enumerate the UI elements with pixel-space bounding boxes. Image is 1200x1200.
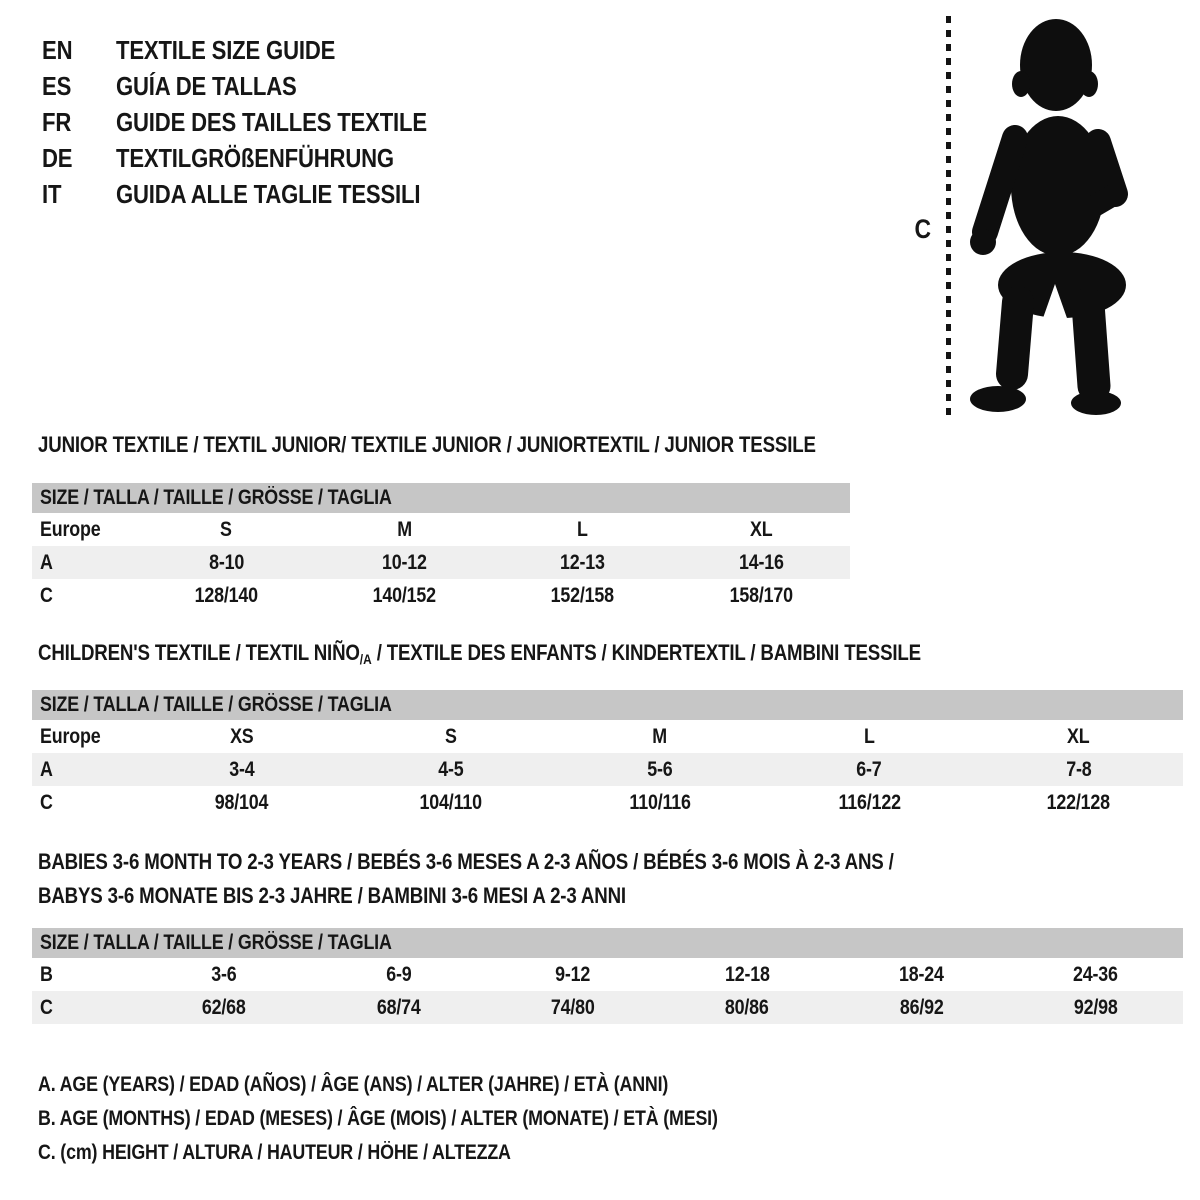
size-cell: 62/68 [202,995,247,1019]
row-label-cell: A [40,550,53,574]
size-cell: 86/92 [899,995,944,1019]
language-label: TEXTILE SIZE GUIDE [116,34,336,65]
babies-section-title: BABIES 3-6 MONTH TO 2-3 YEARS / BEBÉS 3-6 MESES A 2-3 AÑOS / BÉBÉS 3-6 MOIS À 2-3 ANS / BABYS 3-6 MONATE BIS 2-3 JAHRE / BAMBINI 3-6 MESI A 2-3 ANNI [38,849,894,908]
size-cell: 24-36 [1073,962,1119,986]
size-cell: 3-6 [211,962,237,986]
size-cell: 158/170 [729,583,793,607]
size-cell: S [444,724,457,748]
size-cell: L [863,724,875,748]
size-cell: XL [1067,724,1090,748]
babies-size-table [32,928,1183,1024]
size-cell: 7-8 [1065,757,1092,781]
table-row [32,991,1183,1024]
row-label-cell: A [40,757,53,781]
row-label-cell: C [40,790,53,814]
size-cell: 98/104 [214,790,269,814]
measurement-legend [38,1068,838,1170]
measure-c-label: C [914,214,932,244]
size-cell: 12-13 [560,550,606,574]
toddler-silhouette-icon [958,14,1138,416]
size-cell: 5-6 [647,757,673,781]
size-cell: 110/116 [629,790,691,814]
row-label-cell: Europe [40,517,101,541]
language-label: TEXTILGRÖßENFÜHRUNG [116,142,394,173]
legend-line-c: C. (cm) HEIGHT / ALTURA / HAUTEUR / HÖHE / ALTEZZA [38,1141,511,1164]
table-row [32,579,850,612]
nino-a-subscript: /A [359,651,372,667]
language-row [42,104,482,140]
language-code: FR [42,106,72,137]
language-row [42,68,482,104]
table-row [32,958,1183,991]
language-row [42,32,482,68]
table-row [32,513,850,546]
size-cell: 152/158 [550,583,615,607]
size-cell: 104/110 [419,790,482,814]
size-cell: 6-9 [385,962,412,986]
size-header-band: SIZE / TALLA / TAILLE / GRÖSSE / TAGLIA [32,483,850,513]
size-header-band: SIZE / TALLA / TAILLE / GRÖSSE / TAGLIA [32,928,1183,958]
size-cell: 80/86 [725,995,770,1019]
size-cell: 74/80 [550,995,595,1019]
size-cell: M [397,517,412,541]
language-title-block [42,32,482,212]
table-row [32,753,1183,786]
size-cell: L [577,517,588,541]
language-code: DE [42,142,73,173]
size-cell: XS [229,724,254,748]
table-row [32,546,850,579]
language-label: GUIDE DES TAILLES TEXTILE [116,106,427,137]
row-label-cell: C [40,583,53,607]
language-code: IT [42,178,62,209]
legend-line-b: B. AGE (MONTHS) / EDAD (MESES) / ÂGE (MOIS) / ALTER (MONATE) / ETÀ (MESI) [38,1107,718,1130]
size-cell: 4-5 [438,757,464,781]
height-measure-dashed-line [946,16,951,415]
size-cell: S [220,517,232,541]
language-label: GUIDA ALLE TAGLIE TESSILI [116,178,421,209]
size-cell: 18-24 [899,962,944,986]
table-row [32,720,1183,753]
size-cell: 68/74 [376,995,421,1019]
language-label: GUÍA DE TALLAS [116,70,297,101]
row-label-cell: C [40,995,53,1019]
size-cell: 128/140 [194,583,258,607]
size-cell: 92/98 [1073,995,1118,1019]
junior-size-table [32,483,850,612]
language-code: EN [42,34,73,65]
legend-line-a: A. AGE (YEARS) / EDAD (AÑOS) / ÂGE (ANS) / ALTER (JAHRE) / ETÀ (ANNI) [38,1073,669,1096]
children-section-title: CHILDREN'S TEXTILE / TEXTIL $NIÑO_{/A}$ / TEXTILE DES ENFANTS / KINDERTEXTIL / BAMBINI TESSILE [38,640,921,667]
size-cell: 10-12 [381,550,427,574]
size-cell: 3-4 [228,757,255,781]
children-size-table [32,690,1183,819]
size-cell: 116/122 [838,790,901,814]
size-header-band: SIZE / TALLA / TAILLE / GRÖSSE / TAGLIA [32,690,1183,720]
size-cell: XL [749,517,773,541]
size-cell: 6-7 [856,757,882,781]
row-label-cell: Europe [40,724,101,748]
language-row [42,140,482,176]
size-cell: 12-18 [724,962,770,986]
size-cell: 9-12 [555,962,591,986]
size-cell: 14-16 [738,550,784,574]
size-cell: M [652,724,668,748]
row-label-cell: B [40,962,53,986]
size-cell: 8-10 [208,550,244,574]
size-cell: 122/128 [1046,790,1111,814]
size-cell: 140/152 [372,583,437,607]
table-row [32,786,1183,819]
junior-section-title: JUNIOR TEXTILE / TEXTIL JUNIOR/ TEXTILE JUNIOR / JUNIORTEXTIL / JUNIOR TESSILE [38,432,816,457]
language-row [42,176,482,212]
language-code: ES [42,70,72,101]
